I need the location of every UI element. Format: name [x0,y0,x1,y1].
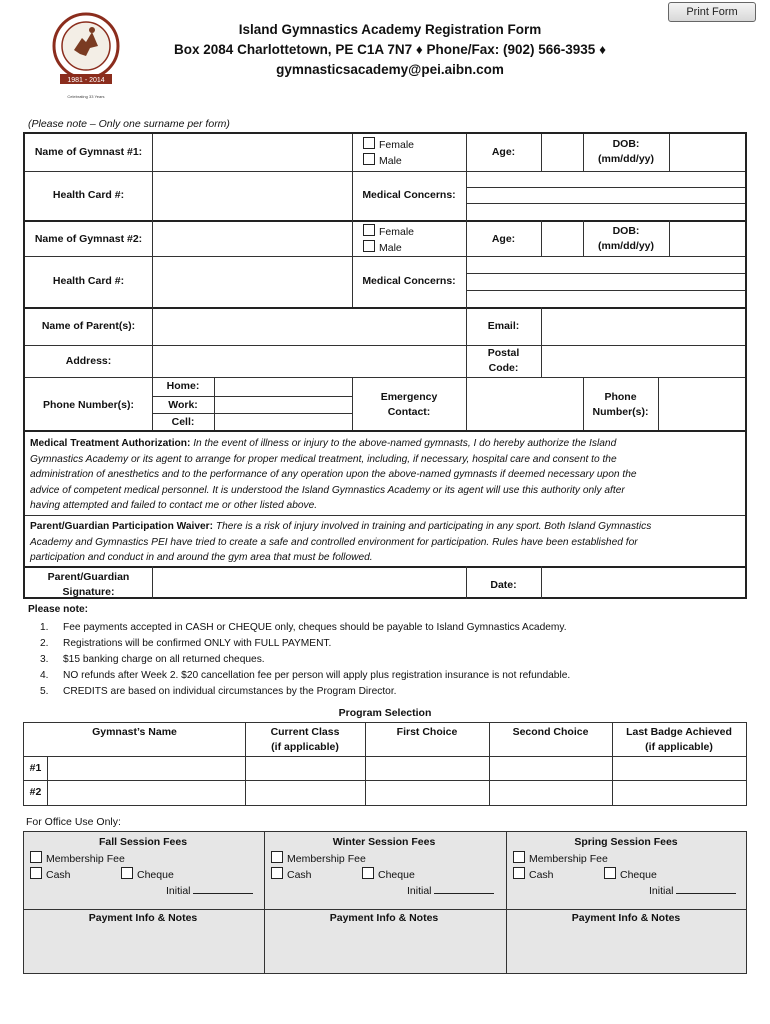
work-label: Work: [168,399,198,411]
initial-label: Initial [649,885,674,897]
col-gymnast-name: Gymnast’s Name [92,726,177,738]
cash-checkbox[interactable] [30,867,42,879]
date-input[interactable] [542,567,745,599]
row-label-1: #1 [29,762,42,774]
male-checkbox[interactable] [363,153,375,165]
signature-input[interactable] [153,567,465,599]
cash-option[interactable] [30,867,71,881]
cheque-label: Cheque [378,869,415,881]
session-title: Fall Session Fees [98,836,188,848]
gymnast2-medical-label: Medical Concerns: [362,275,456,287]
gymnast2-dob-label: DOB: (mm/dd/yy) [597,225,654,252]
gymnast1-health-input[interactable] [153,172,351,220]
email-input[interactable] [542,308,745,345]
cheque-option[interactable] [121,867,174,881]
gymnast1-health-label: Health Card #: [52,189,125,201]
cheque-label: Cheque [620,869,657,881]
female-checkbox[interactable] [363,137,375,149]
male-label: Male [379,155,402,167]
gymnast1-dob-label: DOB: (mm/dd/yy) [597,138,654,165]
cash-label: Cash [529,869,554,881]
female-label: Female [379,139,415,151]
membership-fee-option[interactable] [30,851,125,865]
cheque-checkbox[interactable] [121,867,133,879]
gymnast2-age-input[interactable] [542,221,582,256]
parent-name-input[interactable] [153,308,465,345]
note-item-4: NO refunds after Week 2. $20 cancellation fee per person will apply plus registration insurance is not refundable. [63,670,571,681]
parent-name-label: Name of Parent(s): [41,320,136,332]
cheque-option[interactable] [362,867,415,881]
gymnast2-female-option[interactable] [363,224,414,238]
gymnast2-name-input[interactable] [153,221,351,256]
waiver-title: Parent/Guardian Participation Waiver: [30,521,214,532]
cheque-checkbox[interactable] [362,867,374,879]
phone-numbers-label: Phone Number(s): [42,399,134,411]
gymnast1-dob-input[interactable] [670,134,745,170]
office-use-title: For Office Use Only: [26,816,121,828]
form-title: Island Gymnastics Academy Registration Form [238,22,542,37]
gymnast2-health-label: Health Card #: [52,275,125,287]
print-form-button[interactable]: Print Form [668,2,756,22]
gymnast1-name-input[interactable] [153,134,351,170]
note-item-3: $15 banking charge on all returned cheques. [63,654,265,665]
note-item-2: Registrations will be confirmed ONLY with FULL PAYMENT. [63,638,332,649]
registration-grid [23,132,747,599]
participation-waiver: Parent/Guardian Participation Waiver: There is a risk of injury involved in training and participating in any sport. Both Island Gymnastics Academy and Gymnastics PEI have tried to create a safe and controlled environment for participation. Rules have been established for participation and conduct in and around the gym area that must be followed. [30,521,652,564]
note-number-2: 2. [40,638,49,649]
gymnast2-age-label: Age: [491,233,516,245]
cash-option[interactable] [513,867,554,881]
initial-field[interactable] [649,883,736,897]
emergency-contact-input[interactable] [467,378,582,430]
logo-caption: Celebrating 33 Years [67,94,105,99]
gymnast1-name-label: Name of Gymnast #1: [34,146,143,158]
row1-gymnast-input[interactable] [48,757,244,780]
gymnast1-female-option[interactable] [363,137,414,151]
gymnast1-age-label: Age: [491,146,516,158]
initial-label: Initial [407,885,432,897]
address-label: Address: [65,355,112,367]
cell-label: Cell: [171,416,195,428]
gymnast2-medical-input[interactable] [467,257,745,307]
note-item-1: Fee payments accepted in CASH or CHEQUE only, cheques should be payable to Island Gymnastics Academy. [63,622,567,633]
initial-field[interactable] [407,883,494,897]
cash-label: Cash [287,869,312,881]
emergency-contact-label: Emergency Contact: [380,391,438,418]
gymnast1-medical-label: Medical Concerns: [362,189,456,201]
gymnast2-health-input[interactable] [153,257,351,307]
female-label: Female [379,226,415,238]
date-label: Date: [490,579,517,591]
row-label-2: #2 [29,786,42,798]
membership-fee-label: Membership Fee [287,853,366,865]
office-use-box [23,831,747,974]
gymnast1-medical-input[interactable] [467,172,745,220]
membership-fee-option[interactable] [513,851,608,865]
gymnast1-age-input[interactable] [542,134,582,170]
cheque-label: Cheque [137,869,174,881]
email-label: Email: [487,320,520,332]
membership-fee-checkbox[interactable] [271,851,283,863]
please-note-title: Please note: [28,604,89,615]
male-checkbox[interactable] [363,240,375,252]
col-first-choice: First Choice [396,726,458,738]
gymnast1-male-option[interactable] [363,153,402,167]
note-number-4: 4. [40,670,49,681]
col-current-class: Current Class (if applicable) [270,726,340,753]
home-phone-input[interactable] [215,378,351,396]
work-phone-input[interactable] [215,397,351,413]
cell-phone-input[interactable] [215,414,351,430]
cash-checkbox[interactable] [513,867,525,879]
emergency-phone-input[interactable] [659,378,745,430]
membership-fee-label: Membership Fee [529,853,608,865]
col-second-choice: Second Choice [512,726,589,738]
initial-field[interactable] [166,883,253,897]
note-item-5: CREDITS are based on individual circumstances by the Program Director. [63,686,397,697]
address-input[interactable] [153,346,465,377]
academy-logo [52,12,120,102]
row2-gymnast-input[interactable] [48,781,244,804]
home-label: Home: [166,380,200,392]
payment-notes-label: Payment Info & Notes [329,912,439,924]
note-number-3: 3. [40,654,49,665]
program-selection-title: Program Selection [338,707,432,719]
cash-checkbox[interactable] [271,867,283,879]
form-email: gymnasticsacademy@pei.aibn.com [276,62,504,77]
signature-label: Parent/Guardian Signature: [47,571,130,598]
medical-authorization: Medical Treatment Authorization: In the event of illness or injury to the above-named gymnasts, I do hereby authorize the Island Gymnastics Academy or its agent to arrange for proper medical treatment, including, if necessary, hospital care and consent to the administration of anesthetics and to the performance of any operation upon the above-named gymnasts if deemed necessary upon the advice of competent medical personnel. It is understood the Island Gymnastics Academy or its agent will use this authority only after having attempted and failed to contact me or other listed above. [30,438,637,512]
note-number-5: 5. [40,686,49,697]
membership-fee-checkbox[interactable] [513,851,525,863]
logo-years: 1981 - 2014 [67,77,105,84]
postal-code-label: Postal Code: [487,347,520,374]
male-label: Male [379,242,402,254]
medical-authorization-title: Medical Treatment Authorization: [30,438,191,449]
surname-note: (Please note – Only one surname per form) [28,118,230,130]
initial-label: Initial [166,885,191,897]
payment-notes-label: Payment Info & Notes [88,912,198,924]
membership-fee-label: Membership Fee [46,853,125,865]
gymnast2-name-label: Name of Gymnast #2: [34,233,143,245]
session-title: Winter Session Fees [332,836,436,848]
cash-label: Cash [46,869,71,881]
form-address: Box 2084 Charlottetown, PE C1A 7N7 ♦ Phone/Fax: (902) 566-3935 ♦ [174,42,606,57]
cash-option[interactable] [271,867,312,881]
session-title: Spring Session Fees [574,836,678,848]
col-last-badge: Last Badge Achieved (if applicable) [626,726,732,753]
gymnast2-male-option[interactable] [363,240,402,254]
postal-code-input[interactable] [542,346,745,377]
note-number-1: 1. [40,622,49,633]
program-selection-table [23,722,747,806]
gymnast2-dob-input[interactable] [670,221,745,256]
membership-fee-option[interactable] [271,851,366,865]
payment-notes-label: Payment Info & Notes [571,912,681,924]
cheque-checkbox[interactable] [604,867,616,879]
female-checkbox[interactable] [363,224,375,236]
membership-fee-checkbox[interactable] [30,851,42,863]
cheque-option[interactable] [604,867,657,881]
emergency-phone-label: Phone Number(s): [592,391,649,418]
